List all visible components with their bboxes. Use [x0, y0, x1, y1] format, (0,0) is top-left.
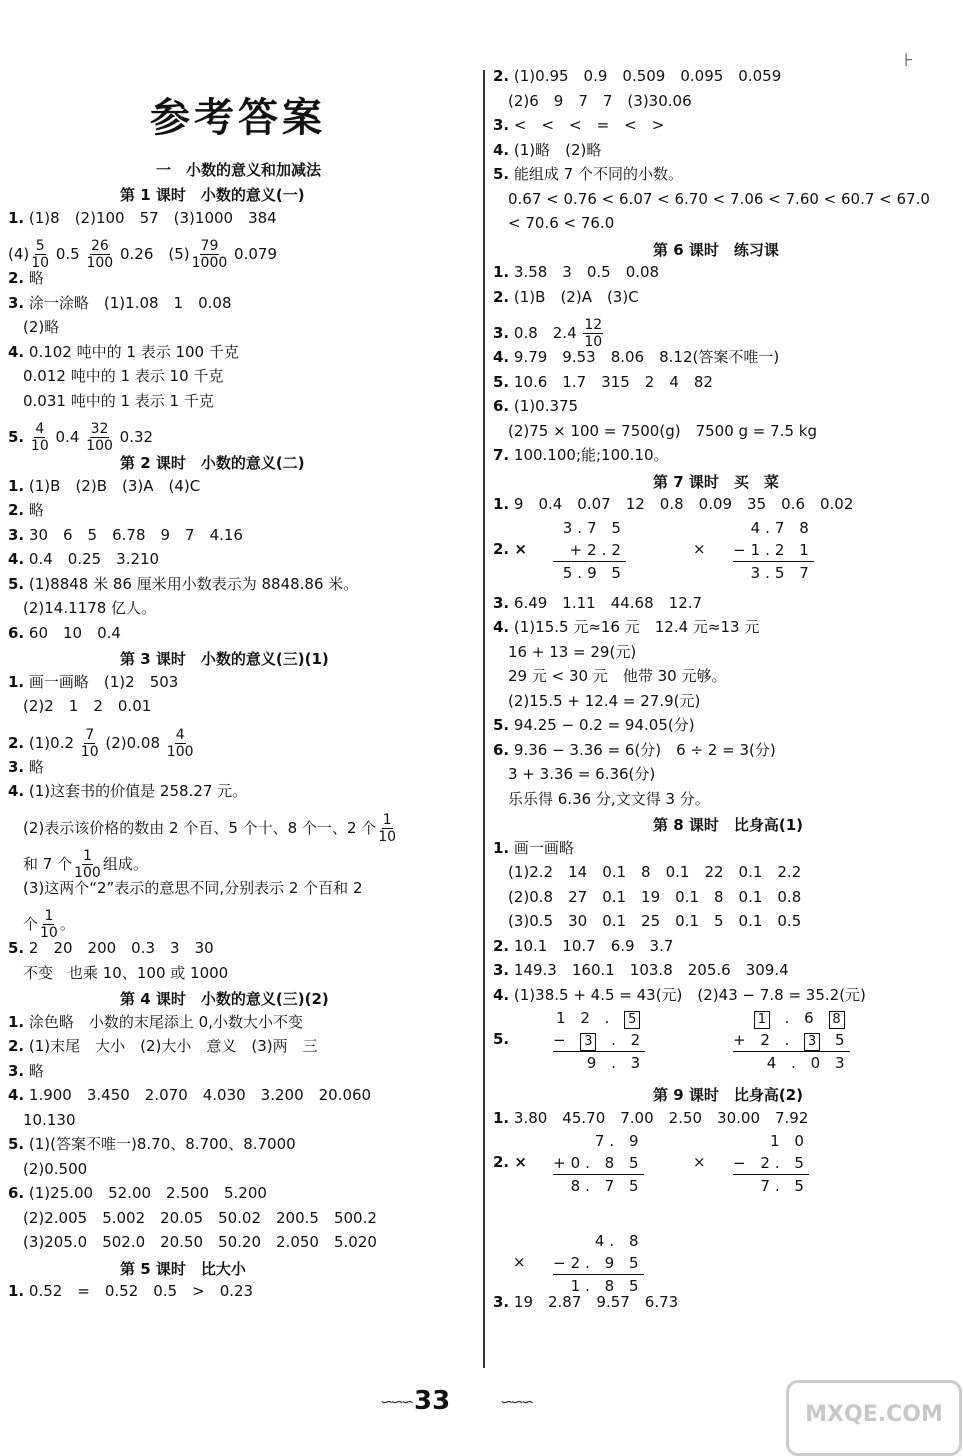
answer-line: 6. 60 10 0.4 [8, 623, 121, 642]
ornament-right: ∽∽∽ [500, 1392, 532, 1411]
fraction: $\frac{32}{100}$ [86, 421, 113, 454]
answer-line: 4. (1)15.5 元≈16 元 12.4 元≈13 元 [493, 618, 760, 636]
calc-row: +2.2 [569, 540, 626, 559]
vertical-calculation [553, 1230, 644, 1297]
calc-row: − 3 . 2 [553, 1031, 646, 1049]
answer-line: 10.130 [8, 1110, 76, 1129]
fraction: $\frac{26}{100}$ [86, 238, 114, 271]
answer-line: (1)2.2 14 0.1 8 0.1 22 0.1 2.2 [493, 863, 802, 881]
calc-row: 4. 8 [585, 1232, 644, 1250]
answer-line: 5. 2 20 200 0.3 3 30 [8, 939, 214, 957]
wrong-mark: × [513, 1253, 526, 1271]
answer-line: (2)2 1 2 0.01 [8, 697, 152, 715]
lesson-heading: 第 7 课时 买 菜 [653, 472, 779, 491]
vertical-calculation [733, 517, 814, 584]
corner-mark: ⊦ [904, 50, 914, 71]
answer-line-fraction: 个 $\frac{1}{10}$ 。 [8, 908, 75, 941]
answer-line: 5. 94.25 − 0.2 = 94.05(分) [493, 716, 695, 734]
answer-line: 1. 0.52 = 0.52 0.5 > 0.23 [8, 1282, 254, 1300]
fraction: $\frac{1}{100}$ [74, 847, 101, 881]
answer-line: 4. 1.900 3.450 2.070 4.030 3.200 20.060 [8, 1086, 372, 1104]
lesson-heading: 第 8 课时 比身高(1) [653, 816, 804, 834]
answer-line: 2. 略 [8, 501, 44, 519]
calc-row: + 2 . 3 5 [733, 1031, 850, 1049]
calc-label: 2. × [493, 539, 527, 558]
calc-row: 7. 9 [585, 1132, 644, 1150]
calc-row: 9 . 3 [553, 1051, 645, 1074]
answer-line: 不变 也乘 10、100 或 1000 [8, 963, 229, 982]
calc-row: 1 2 . 5 [553, 1007, 645, 1029]
vertical-calculation [553, 1130, 644, 1197]
answer-line: (2)2.005 5.002 20.05 50.02 200.5 500.2 [8, 1208, 377, 1227]
answer-line: (2)0.500 [8, 1159, 88, 1178]
vertical-calculation [553, 517, 626, 584]
fraction: $\frac{4}{10}$ [30, 421, 49, 454]
answer-line: 1. (1)8 (2)100 57 (3)1000 384 [8, 208, 277, 227]
calc-row: 3.7 5 [553, 518, 626, 537]
answer-line: 3. 涂一涂略 (1)1.08 1 0.08 [8, 293, 232, 312]
answer-line: 4. 9.79 9.53 8.06 8.12(答案不唯一) [493, 348, 780, 366]
answer-line: 5. 能组成 7 个不同的小数。 [493, 165, 683, 183]
answer-line: 0.67 < 0.76 < 6.07 < 6.70 < 7.06 < 7.60 < 60.7 < 67.0 [493, 189, 930, 208]
fraction: $\frac{5}{10}$ [31, 238, 50, 271]
answer-line: 29 元 < 30 元 他带 30 元够。 [493, 667, 727, 685]
answer-line: 5. (1)8848 米 86 厘米用小数表示为 8848.86 米。 [8, 574, 359, 593]
answer-line: (2)14.1178 亿人。 [8, 599, 157, 617]
ornament-left: ∽∽∽ [380, 1392, 412, 1411]
answer-line: 7. 100.100;能;100.10。 [493, 446, 669, 464]
calc-row: 4 . 0 3 [733, 1051, 850, 1074]
fraction: $\frac{4}{100}$ [166, 726, 194, 760]
answer-line-fraction: (4) $\frac{5}{10}$ 0.5 $\frac{26}{100}$ 0.26 (5) $\frac{79}{1000}$ 0.079 [8, 238, 277, 271]
lesson-heading: 第 4 课时 小数的意义(三)(2) [120, 990, 329, 1008]
answer-line: 3. 略 [8, 1061, 44, 1080]
calc-row: 3.5 7 [733, 561, 814, 584]
vertical-calculation [553, 1007, 645, 1074]
answer-line: (2)75 × 100 = 7500(g) 7500 g = 7.5 kg [493, 421, 817, 440]
answer-line: (3)205.0 502.0 20.50 50.20 2.050 5.020 [8, 1233, 377, 1251]
answer-line: (2)略 [8, 318, 60, 336]
answer-line: 2. 略 [8, 269, 44, 287]
answer-line: (2)0.8 27 0.1 19 0.1 8 0.1 0.8 [493, 887, 802, 906]
calc-row: +0. 8 5 [553, 1154, 644, 1172]
answer-line: 3. < < < = < > [493, 116, 665, 134]
calc-row: 1 . 6 8 [733, 1007, 850, 1029]
page-title: 参考答案 [150, 94, 326, 141]
fraction: $\frac{79}{1000}$ [191, 238, 228, 271]
calc-label: 5. [493, 1030, 510, 1048]
answer-box: 1 [754, 1011, 770, 1029]
answer-line: 1. 画一画略 (1)2 503 [8, 672, 179, 691]
vertical-calculation [733, 1130, 809, 1197]
lesson-heading: 第 3 课时 小数的意义(三)(1) [120, 650, 329, 668]
answer-line: 1. 画一画略 [493, 838, 574, 857]
page-number: 33 [414, 1386, 451, 1416]
calc-row: 8. 7 5 [553, 1174, 644, 1197]
answer-line: 乐乐得 6.36 分,文文得 3 分。 [493, 789, 710, 808]
answer-line: 4. (1)略 (2)略 [493, 140, 602, 159]
answer-line: 3. 19 2.87 9.57 6.73 [493, 1293, 679, 1311]
lesson-heading: 第 5 课时 比大小 [120, 1259, 246, 1278]
answer-line: 3. 149.3 160.1 103.8 205.6 309.4 [493, 961, 789, 979]
answer-line-fraction: 和 7 个 $\frac{1}{100}$ 组成。 [8, 847, 148, 881]
answer-box: 3 [580, 1033, 596, 1051]
fraction: $\frac{12}{10}$ [584, 317, 603, 350]
wrong-mark: × [693, 1153, 706, 1171]
answer-line: (2)6 9 7 7 (3)30.06 [493, 91, 692, 110]
lesson-heading: 第 2 课时 小数的意义(二) [120, 454, 305, 472]
answer-line: 16 + 13 = 29(元) [493, 642, 637, 661]
answer-box: 5 [624, 1011, 640, 1029]
answer-line: 1. 涂色略 小数的末尾添上 0,小数大小不变 [8, 1012, 303, 1031]
answer-line: 2. (1)末尾 大小 (2)大小 意义 (3)两 三 [8, 1037, 318, 1055]
answer-line: (3)0.5 30 0.1 25 0.1 5 0.1 0.5 [493, 912, 802, 930]
fraction: $\frac{1}{10}$ [40, 908, 58, 941]
answer-line: 3. 略 [8, 757, 44, 776]
calc-row: 4.7 8 [740, 518, 814, 537]
answer-line: 4. 0.102 吨中的 1 表示 100 千克 [8, 342, 239, 361]
answer-line: 1. 3.80 45.70 7.00 2.50 30.00 7.92 [493, 1108, 809, 1127]
lesson-heading: 第 9 课时 比身高(2) [653, 1086, 804, 1104]
answer-line-fraction: 5. $\frac{4}{10}$ 0.4 $\frac{32}{100}$ 0.32 [8, 421, 154, 454]
answer-line: (2)15.5 + 12.4 = 27.9(元) [493, 691, 701, 710]
answer-line-fraction: (2)表示该价格的数由 2 个百、5 个十、8 个一、2 个 $\frac{1}{10}$ [8, 811, 397, 845]
calc-row: 7. 5 [733, 1174, 809, 1197]
calc-row: −1.2 1 [733, 540, 814, 559]
answer-line: 2. (1)0.95 0.9 0.509 0.095 0.059 [493, 67, 782, 85]
answer-line: 4. (1)这套书的价值是 258.27 元。 [8, 782, 248, 800]
answer-line: 6. 9.36 − 3.36 = 6(分) 6 ÷ 2 = 3(分) [493, 740, 776, 759]
answer-line: 1. 3.58 3 0.5 0.08 [493, 263, 660, 281]
answer-line: (3)这两个“2”表示的意思不同,分别表示 2 个百和 2 [8, 878, 363, 897]
calc-row: − 2. 5 [733, 1154, 809, 1172]
calc-label: 2. × [493, 1153, 527, 1171]
calc-row: 5.9 5 [553, 561, 626, 584]
answer-line: 2. (1)B (2)A (3)C [493, 287, 639, 306]
watermark-logo: MXQE.COM [786, 1380, 962, 1456]
answer-line-fraction: 2. (1)0.2 $\frac{7}{10}$ (2)0.08 $\frac{4}{100}$ [8, 726, 194, 760]
lesson-heading: 第 1 课时 小数的意义(一) [120, 186, 305, 204]
fraction: $\frac{7}{10}$ [80, 726, 99, 760]
column-divider [483, 70, 485, 1368]
calc-row: 1 0 [770, 1132, 809, 1150]
answer-line: < 70.6 < 76.0 [493, 214, 615, 232]
answer-line: 6. (1)25.00 52.00 2.500 5.200 [8, 1184, 267, 1202]
answer-line: 0.012 吨中的 1 表示 10 千克 [8, 367, 224, 385]
answer-line: 3 + 3.36 = 6.36(分) [493, 765, 656, 783]
lesson-heading: 第 6 课时 练习课 [653, 240, 779, 259]
answer-line: 1. 9 0.4 0.07 12 0.8 0.09 35 0.6 0.02 [493, 495, 854, 513]
answer-line: 6. (1)0.375 [493, 397, 579, 415]
answer-line: 4. (1)38.5 + 4.5 = 43(元) (2)43 − 7.8 = 35.2(元) [493, 985, 866, 1004]
vertical-calculation [733, 1007, 850, 1074]
answer-box: 8 [829, 1011, 845, 1029]
answer-line: 0.031 吨中的 1 表示 1 千克 [8, 391, 214, 410]
calc-row: 1. 8 5 [553, 1274, 644, 1297]
answer-line: 4. 0.4 0.25 3.210 [8, 550, 160, 568]
answer-line: 5. (1)(答案不唯一)8.70、8.700、8.7000 [8, 1135, 296, 1153]
wrong-mark: × [693, 539, 706, 558]
fraction: $\frac{1}{10}$ [378, 811, 397, 845]
answer-line: 5. 10.6 1.7 315 2 4 82 [493, 372, 713, 391]
calc-row: −2. 9 5 [553, 1254, 644, 1272]
unit-heading: 一 小数的意义和加减法 [156, 161, 322, 179]
answer-box: 3 [804, 1033, 820, 1051]
answer-line: 2. 10.1 10.7 6.9 3.7 [493, 936, 674, 955]
answer-line-fraction: 3. 0.8 2.4 $\frac{12}{10}$ [493, 317, 603, 350]
answer-line: 3. 6.49 1.11 44.68 12.7 [493, 593, 703, 612]
answer-line: 3. 30 6 5 6.78 9 7 4.16 [8, 525, 243, 544]
answer-line: 1. (1)B (2)B (3)A (4)C [8, 476, 201, 495]
